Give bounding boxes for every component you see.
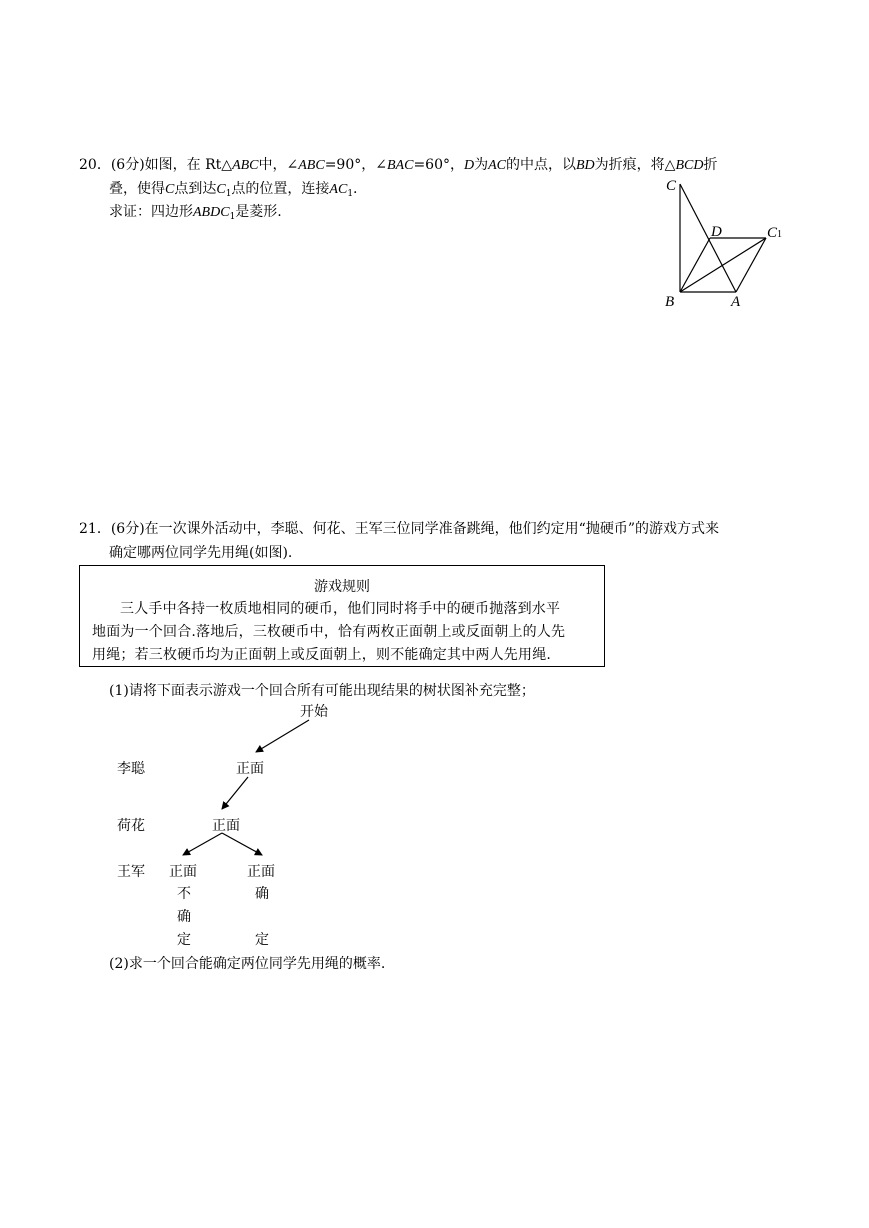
subscript: 1 <box>347 189 354 199</box>
tree-row-label-licong: 李聪 <box>117 761 145 777</box>
label-a: A <box>731 294 741 310</box>
math-var: BAC <box>386 158 414 173</box>
q20-text: 的中点，以 <box>506 157 576 173</box>
math-var: ABDC <box>193 205 230 220</box>
q20-text: 点的位置，连接 <box>231 181 330 197</box>
math-var: C <box>165 182 175 197</box>
q20-text: =60°， <box>413 157 464 173</box>
q20-number: 20． <box>79 157 111 173</box>
q20-text: 折 <box>703 157 718 173</box>
arrow-node2-to-leaf-right <box>222 833 262 855</box>
label-c1-letter: C <box>767 225 778 241</box>
result-left-2: 确 <box>177 909 191 925</box>
rules-line-2: 地面为一个回合.落地后，三枚硬币中，恰有两枚正面朝上或反面朝上的人先 <box>92 624 566 640</box>
tree-node-2: 正面 <box>212 818 240 834</box>
tree-node-1: 正面 <box>236 761 264 777</box>
math-var: ABC <box>298 158 325 173</box>
tree-leaf-left: 正面 <box>169 864 197 880</box>
math-var: BCD <box>675 158 704 173</box>
result-left-1: 不 <box>177 886 191 902</box>
q20-text: 是菱形. <box>235 204 282 220</box>
math-var: ABC <box>232 158 259 173</box>
q20-text: 叠，使得 <box>109 181 165 197</box>
q20-text: 点到达 <box>174 181 217 197</box>
tree-row-label-wangjun: 王军 <box>117 864 145 880</box>
rules-line-3: 用绳；若三枚硬币均为正面朝上或反面朝上，则不能确定其中两人先用绳. <box>92 647 552 663</box>
subscript: 1 <box>229 212 236 222</box>
q21-line2: 确定哪两位同学先用绳(如图). <box>109 545 293 561</box>
math-var: AC <box>329 182 348 197</box>
result-left-3: 定 <box>177 932 191 948</box>
math-var: BD <box>576 158 595 173</box>
result-right-2: 定 <box>255 932 269 948</box>
q20-text: 为 <box>474 157 489 173</box>
rules-title: 游戏规则 <box>314 579 370 595</box>
tree-row-label-hehua: 荷花 <box>117 818 145 834</box>
q21-score: (6分) <box>110 521 145 537</box>
q20-score: (6分) <box>110 157 145 173</box>
q21-text: 在一次课外活动中，李聪、何花、王军三位同学准备跳绳，他们约定用“抛硬币”的游戏方式来 <box>144 521 719 537</box>
q20-text: . <box>353 181 358 197</box>
tree-leaf-right: 正面 <box>247 864 275 880</box>
rules-line-1: 三人手中各持一枚质地相同的硬币，他们同时将手中的硬币抛落到水平 <box>120 601 561 617</box>
arrow-start-to-node1 <box>256 720 309 752</box>
subscript: 1 <box>225 189 232 199</box>
label-d: D <box>711 224 722 240</box>
result-right-1: 确 <box>255 886 269 902</box>
math-var: D <box>463 158 475 173</box>
arrow-node2-to-leaf-left <box>183 833 222 855</box>
q20-text: 中，∠ <box>258 157 299 173</box>
tree-start: 开始 <box>300 704 328 720</box>
math-var: AC <box>488 158 506 173</box>
q21-part1: (1)请将下面表示游戏一个回合所有可能出现结果的树状图补充完整； <box>109 683 535 699</box>
q20-text: 为折痕，将△ <box>594 157 676 173</box>
label-b: B <box>665 294 675 310</box>
label-c: C <box>666 178 677 194</box>
q20-text: 求证：四边形 <box>109 204 193 220</box>
q21-part2: (2)求一个回合能确定两位同学先用绳的概率. <box>109 956 386 972</box>
q20-text: 如图，在 Rt△ <box>144 157 233 173</box>
q20-text: =90°，∠ <box>324 157 387 173</box>
label-c1-sub: 1 <box>777 229 783 240</box>
math-var: C <box>216 182 226 197</box>
arrow-node1-to-node2 <box>222 777 248 809</box>
q21-number: 21． <box>79 521 111 537</box>
